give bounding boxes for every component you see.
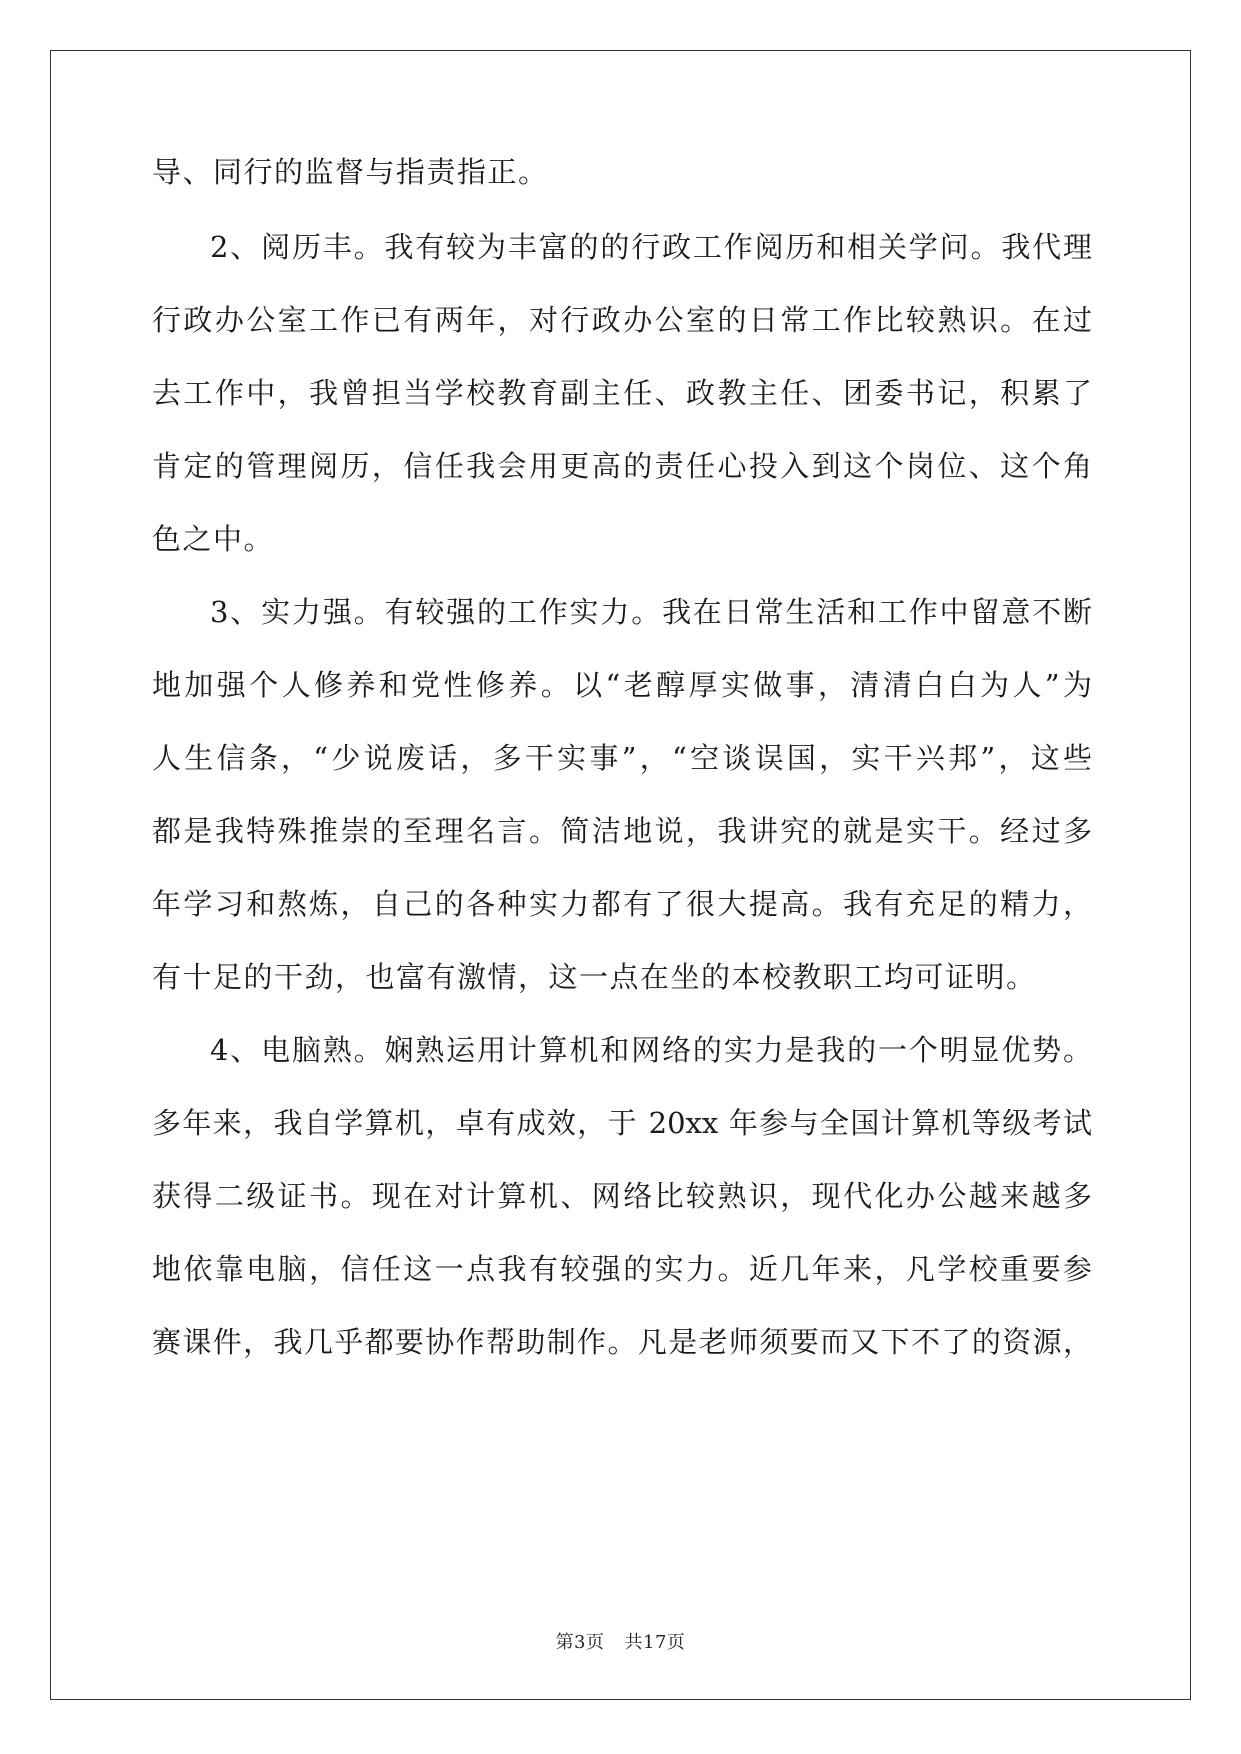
text-line: 行政办公室工作已有两年，对行政办公室的日常工作比较熟识。在过	[152, 303, 1092, 337]
page-border	[50, 50, 1191, 1700]
text-line: 地依靠电脑，信任这一点我有较强的实力。近几年来，凡学校重要参	[152, 1252, 1092, 1286]
text-line: 多年来，我自学算机，卓有成效，于 20xx 年参与全国计算机等级考试	[152, 1106, 1092, 1140]
text-line: 人生信条，“少说废话，多干实事”，“空谈误国，实干兴邦”，这些	[152, 741, 1092, 775]
text-line: 色之中。	[152, 522, 275, 556]
text-line: 赛课件，我几乎都要协作帮助制作。凡是老师须要而又下不了的资源，	[152, 1325, 1092, 1359]
text-line: 2、阅历丰。我有较为丰富的的行政工作阅历和相关学问。我代理	[210, 230, 1092, 264]
page-number: 第3页	[555, 1632, 605, 1653]
text-line: 3、实力强。有较强的工作实力。我在日常生活和工作中留意不断	[210, 595, 1092, 629]
text-line: 肯定的管理阅历，信任我会用更高的责任心投入到这个岗位、这个角	[152, 449, 1092, 483]
text-line: 地加强个人修养和党性修养。以“老醇厚实做事，清清白白为人”为	[152, 668, 1092, 702]
text-line: 导、同行的监督与指责指正。	[152, 155, 549, 189]
page-total: 共17页	[624, 1632, 686, 1653]
text-line: 去工作中，我曾担当学校教育副主任、政教主任、团委书记，积累了	[152, 376, 1092, 410]
text-line: 都是我特殊推崇的至理名言。简洁地说，我讲究的就是实干。经过多	[152, 814, 1092, 848]
text-line: 获得二级证书。现在对计算机、网络比较熟识，现代化办公越来越多	[152, 1179, 1092, 1213]
text-line: 年学习和熬炼，自己的各种实力都有了很大提高。我有充足的精力，	[152, 887, 1092, 921]
page-footer	[0, 1628, 1241, 1654]
text-line: 4、电脑熟。娴熟运用计算机和网络的实力是我的一个明显优势。	[210, 1033, 1092, 1067]
text-line: 有十足的干劲，也富有激情，这一点在坐的本校教职工均可证明。	[152, 960, 1037, 994]
